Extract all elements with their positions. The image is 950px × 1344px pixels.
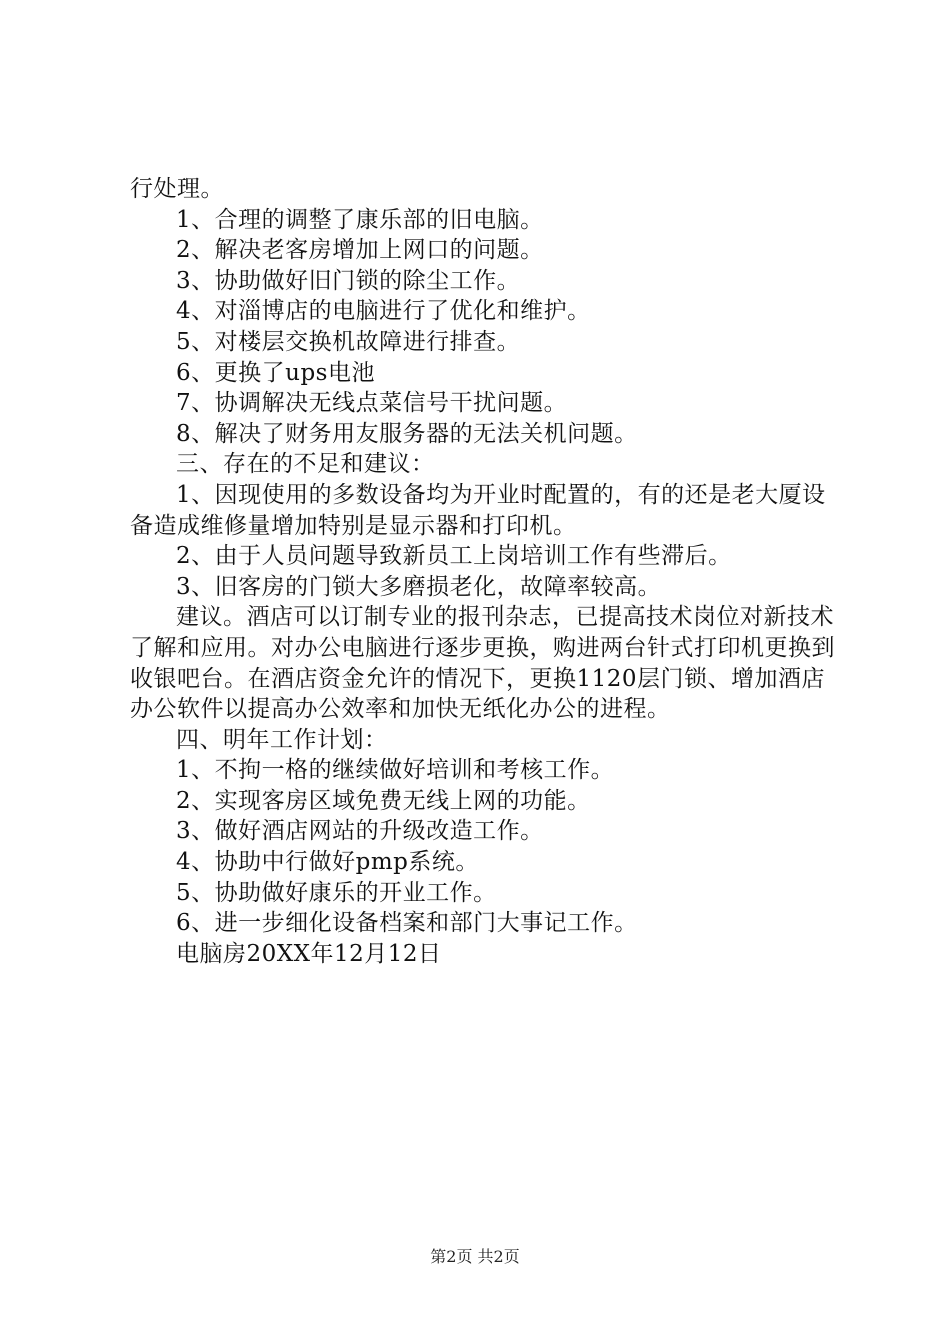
- list-item: 2、实现客房区域免费无线上网的功能。: [176, 787, 591, 814]
- list-item: 3、做好酒店网站的升级改造工作。: [176, 818, 544, 845]
- list-item: 4、协助中行做好pmp系统。: [176, 849, 479, 876]
- list-item: 4、对淄博店的电脑进行了优化和维护。: [176, 298, 591, 325]
- text-line: 行处理。: [130, 176, 224, 202]
- signature-date: 电脑房20XX年12月12日: [176, 940, 442, 967]
- section-heading-4: 四、明年工作计划：: [176, 726, 388, 753]
- list-item: 3、协助做好旧门锁的除尘工作。: [176, 267, 521, 294]
- list-item: 1、不拘一格的继续做好培训和考核工作。: [176, 757, 615, 784]
- page-footer: 第2页 共2页: [430, 1247, 520, 1266]
- list-item: 6、进一步细化设备档案和部门大事记工作。: [176, 910, 638, 937]
- list-item: 5、对楼层交换机故障进行排查。: [176, 328, 521, 355]
- section-heading-3: 三、存在的不足和建议：: [176, 451, 435, 478]
- list-item: 2、解决老客房增加上网口的问题。: [176, 237, 544, 264]
- list-item: 2、由于人员问题导致新员工上岗培训工作有些滞后。: [176, 543, 732, 570]
- document-body: [130, 174, 840, 969]
- list-item: 3、旧客房的门锁大多磨损老化，故障率较高。: [176, 573, 662, 600]
- list-item: 1、因现使用的多数设备均为开业时配置的，有的还是老大厦设备造成维修量增加特别是显示器和打印机。: [130, 481, 826, 539]
- list-item: 6、更换了ups电池: [176, 359, 375, 386]
- list-item: 5、协助做好康乐的开业工作。: [176, 879, 497, 906]
- list-item: 7、协调解决无线点菜信号干扰问题。: [176, 390, 568, 417]
- suggestion-paragraph: 建议。酒店可以订制专业的报刊杂志，已提高技术岗位对新技术了解和应用。对办公电脑进行逐步更换，购进两台针式打印机更换到收银吧台。在酒店资金允许的情况下，更换1120层门锁、增加酒店办公软件以提高办公效率和加快无纸化办公的进程。: [130, 604, 835, 723]
- list-item: 1、合理的调整了康乐部的旧电脑。: [176, 206, 544, 233]
- list-item: 8、解决了财务用友服务器的无法关机问题。: [176, 420, 638, 447]
